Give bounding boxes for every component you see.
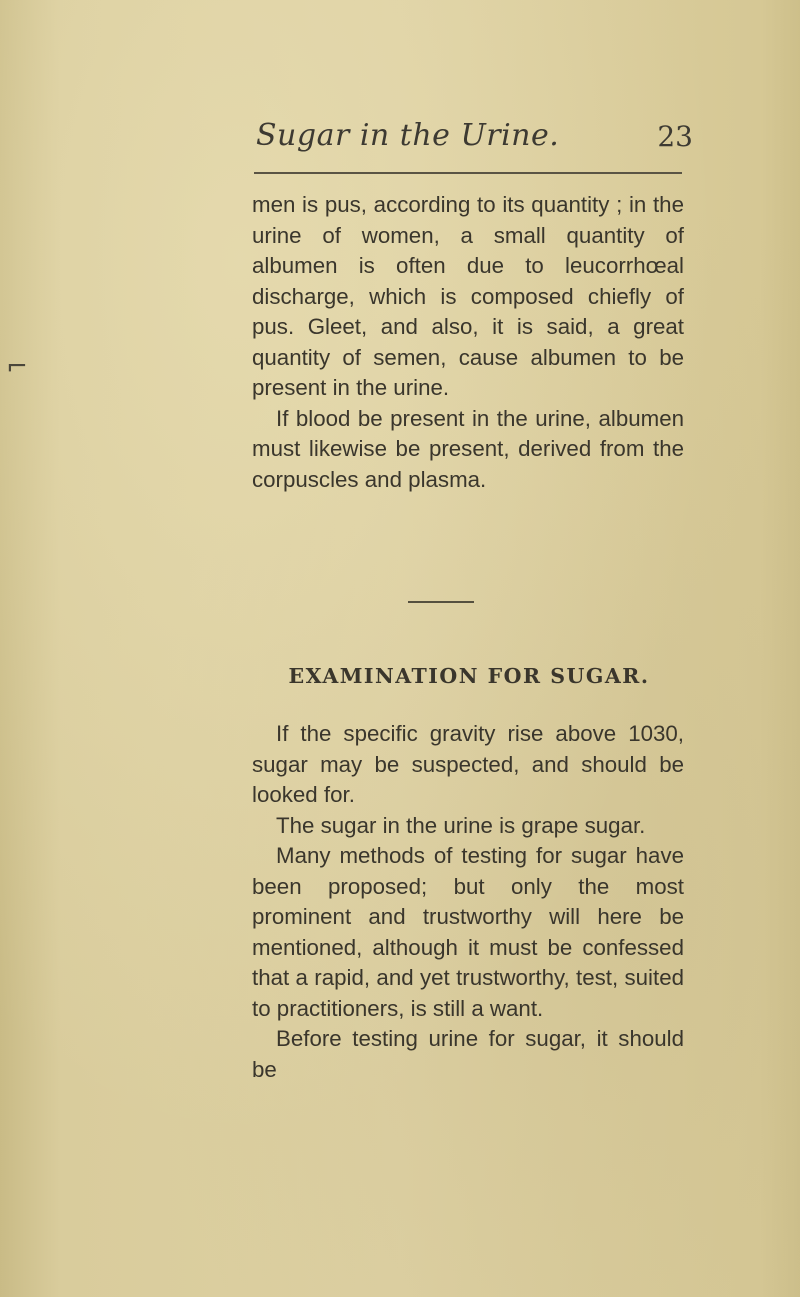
paragraph: If blood be present in the urine, albumen must likewise be present, derived from the corpuscles and plasma.	[252, 405, 684, 492]
section-divider	[408, 601, 474, 603]
text-block-sugar	[252, 719, 684, 1085]
page-number: 23	[657, 120, 693, 153]
page-header	[248, 118, 693, 168]
paragraph: The sugar in the urine is grape sugar.	[276, 812, 646, 838]
paragraph: men is pus, according to its quantity ; in the urine of women, a small quantity of albumen is often due to leucorrhœal discharge, which is composed chiefly of pus. Gleet, and also, it is said, a great quantity of semen, cause albumen to be present in the urine.	[252, 192, 684, 400]
section-heading: EXAMINATION FOR SUGAR.	[288, 664, 650, 688]
paragraph: Before testing urine for sugar, it should be	[252, 1026, 684, 1082]
running-title: Sugar in the Urine.	[256, 118, 560, 153]
header-rule	[254, 172, 682, 174]
text-block-albumen	[252, 190, 684, 495]
paragraph: Many methods of testing for sugar have been proposed; but only the most prominent and trustworthy will here be mentioned, although it must be confessed that a rapid, and yet trustworthy, test, suited to practitioners, is still a want.	[252, 843, 684, 1021]
margin-mark: ⌐	[6, 352, 28, 382]
paragraph: If the specific gravity rise above 1030, sugar may be suspected, and should be looked for.	[252, 721, 684, 807]
